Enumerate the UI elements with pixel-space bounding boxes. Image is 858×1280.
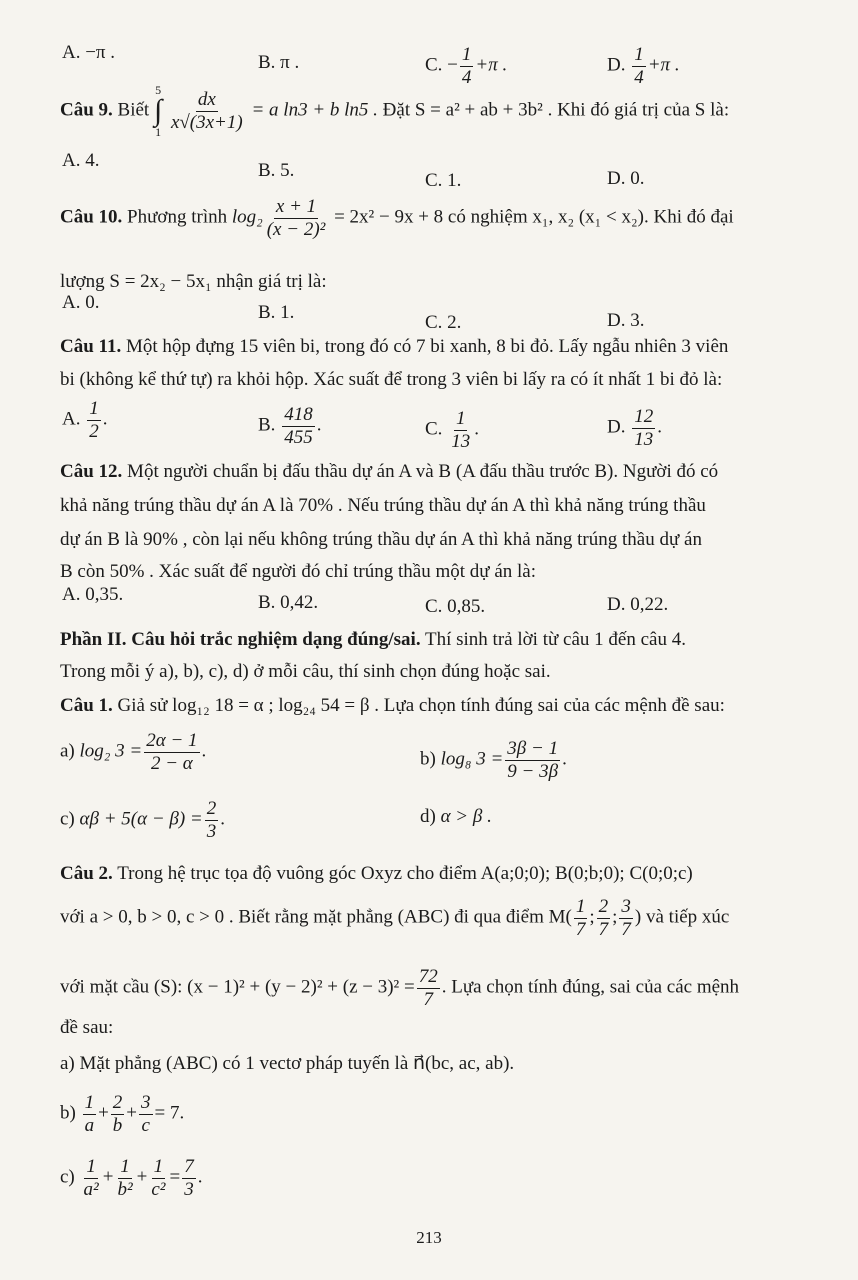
q11-d-den: 13 [634,428,654,450]
q10-option-c: C. 2. [425,312,462,333]
q11-b-num: 418 [284,404,313,425]
q8-option-c [425,44,507,89]
integral-sign-icon: ∫ [153,94,163,127]
q11-text1: Một hộp đựng 15 viên bi, trong đó có 7 bi xanh, 8 bi đỏ. Lấy ngẫu nhiên 3 viên [126,336,729,357]
c-term1-num: 1 [86,1156,96,1177]
p2q1-a-label: a) [60,740,75,762]
q8-d-den: 4 [634,66,644,88]
q10-lead: Phương trình [127,206,228,228]
p2q1-c-num: 2 [206,798,217,819]
q9-lead: Biết [117,99,150,121]
q11-b-den: 455 [284,426,313,448]
q10-option-b: B. 1. [258,302,295,323]
q8-option-b: B. π . [258,52,300,73]
q9-label: Câu 9. [60,99,113,121]
p2q1-b-tail: . [562,748,567,770]
p2q2-line2: với a > 0, b > 0, c > 0 . Biết rằng mặt phẳng (ABC) đi qua điểm M( $\frac{1}{7}$ ; $\frac{2}{7}$ ; $\frac{3}{7}$ ) và tiếp xúc [60,896,730,940]
q11-c-num: 1 [455,408,466,429]
q11-line2: bi (không kể thứ tự) ra khỏi hộp. Xác suất để trong 3 viên bi lấy ra có ít nhất 1 bi đỏ là: [60,369,723,390]
q10-line2: lượng S = 2x₂ − 5x₁ nhận giá trị là: [60,271,327,292]
m3-num: 3 [621,896,631,917]
p2q2-line1 [60,862,693,886]
q8-d-tail: +π . [647,54,680,76]
p2q1-b-den: 9 − 3β [507,760,559,782]
q12-line2: khả năng trúng thầu dự án A là 70% . Nếu trúng thầu dự án A thì khả năng trúng thầu [60,495,706,516]
q9-option-a: A. 4. [62,150,100,171]
p2q1-statement-c [60,798,225,843]
q12-line4: B còn 50% . Xác suất để người đó chỉ trúng thầu một dự án là: [60,561,536,582]
p2q1-statement-d [420,806,492,828]
q10-frac-num: x + 1 [275,196,317,217]
q8-c-den: 4 [461,66,472,88]
p2q1-stem [60,694,725,718]
q12-option-d: D. 0,22. [607,594,669,615]
q9-option-b: B. 5. [258,160,295,181]
p2q1-d-label: d) [420,806,436,827]
q9-frac-den: x√(3x+1) [170,111,243,133]
p2q2-b-tail: = 7. [154,1102,185,1124]
q11-option-d: D. $\frac{12}{13}$ . [607,406,662,450]
q11-option-c: C. $\frac{1}{13}$ . [425,408,479,452]
q11-option-b: B. $\frac{418}{455}$ . [258,404,322,448]
q9-stem [60,84,729,138]
p2q1-statement-b [420,738,567,783]
p2q1-a-den: 2 − α [150,752,193,774]
p2q2-line4: đề sau: [60,1017,114,1038]
q8-option-a: A. −π . [62,42,116,63]
p2q2-statement-b: b) $\frac{1}{a}$ + $\frac{2}{b}$ + $\frac{3}{c}$ = 7. [60,1092,185,1136]
q8-c-tail: +π . [475,54,508,76]
q11-label: Câu 11. [60,336,122,357]
p2q1-a-lhs: log₂ 3 = [79,740,143,762]
p2q2-statement-c: c) $\frac{1}{\text{a²}}$ + $\frac{1}{\text{b²}}$ + $\frac{1}{\text{c²}}$ = $\frac{7}{3}$ . [60,1156,203,1200]
q8-option-d-label: D. [607,54,626,76]
q11-a-den: 2 [89,420,99,442]
q11-c-label: C. [425,418,443,440]
q11-a-num: 1 [89,398,99,419]
q12-option-a: A. 0,35. [62,584,124,605]
c-term3-den: c² [151,1178,166,1200]
c-term2-den: b² [117,1178,133,1200]
p2q1-c-tail: . [220,808,226,830]
s-den: 7 [423,988,433,1010]
m3-den: 7 [621,918,631,940]
p2q2-line2-lead: với a > 0, b > 0, c > 0 . Biết rằng mặt phẳng (ABC) đi qua điểm M( [60,906,572,928]
q11-c-den: 13 [451,430,471,452]
b-term1-den: a [84,1114,95,1136]
integral-upper: 5 [155,83,162,97]
q8-option-d [607,44,680,89]
p2q1-b-lhs: log₈ 3 = [440,748,504,770]
c-term1-den: a² [83,1178,99,1200]
q11-d-num: 12 [634,406,654,427]
q12-line1 [60,460,718,484]
q10-option-d: D. 3. [607,310,645,331]
q10-stem [60,196,734,241]
q12-text1: Một người chuẩn bị đấu thầu dự án A và B (A đấu thầu trước B). Người đó có [127,461,719,482]
p2q1-c-lhs: αβ + 5(α − β) = [79,808,203,830]
q8-d-num: 1 [634,44,644,65]
b-term2-den: b [112,1114,123,1136]
q10-frac-den: (x − 2)² [266,218,326,240]
p2q2-line2-tail: ) và tiếp xúc [634,906,730,928]
b-term1-num: 1 [84,1092,95,1113]
p2q2-c-tail: . [197,1166,203,1188]
p2q2-b-label: b) [60,1102,76,1124]
q12-line3: dự án B là 90% , còn lại nếu không trúng thầu dự án A thì khả năng trúng thầu dự án [60,529,702,550]
q8-c-num: 1 [461,44,472,65]
part2-title: Phần II. Câu hỏi trắc nghiệm dạng đúng/sai. [60,629,421,650]
p2q1-label: Câu 1. [60,695,113,716]
p2q1-b-label: b) [420,748,436,770]
p2q1-a-tail: . [201,740,207,762]
q9-option-c: C. 1. [425,170,462,191]
p2q2-c-label: c) [60,1166,75,1188]
p2q1-a-num: 2α − 1 [146,730,198,751]
m1-den: 7 [575,918,586,940]
q11-option-a: A. $\frac{1}{2}$ . [62,398,108,442]
q12-option-c: C. 0,85. [425,596,486,617]
m1-num: 1 [575,896,586,917]
b-term3-den: c [141,1114,150,1136]
q12-label: Câu 12. [60,461,123,482]
p2q2-line3-tail: . Lựa chọn tính đúng, sai của các mệnh [441,976,740,998]
c-rhs-num: 7 [184,1156,194,1177]
p2q1-statement-a [60,730,206,775]
p2q1-b-num: 3β − 1 [507,738,559,759]
integral-lower: 1 [155,125,162,139]
q11-d-label: D. [607,416,626,438]
part2-heading [60,628,686,652]
p2q2-text1: Trong hệ trục tọa độ vuông góc Oxyz cho điểm A(a;0;0); B(0;b;0); C(0;0;c) [117,863,693,884]
q11-a-label: A. [62,408,81,430]
q9-frac-num: dx [197,88,216,110]
m2-num: 2 [598,896,609,917]
page-number: 213 [416,1228,442,1247]
c-term2-num: 1 [120,1156,130,1177]
p2q2-statement-a: a) Mặt phẳng (ABC) có 1 vectơ pháp tuyến là n⃗(bc, ac, ab). [60,1053,515,1074]
p2q2-label: Câu 2. [60,863,113,884]
b-term2-num: 2 [112,1092,123,1113]
m2-den: 7 [598,918,609,940]
c-rhs-den: 3 [184,1178,194,1200]
p2q2-line3-lead: với mặt cầu (S): (x − 1)² + (y − 2)² + (z − 3)² = [60,976,415,998]
q10-label: Câu 10. [60,206,123,228]
q11-line1 [60,335,728,359]
p2q2-line3 [60,966,739,1011]
p2q1-c-den: 3 [206,820,217,842]
q9-rhs: = a ln3 + b ln5 . [251,99,378,121]
p2q1-c-label: c) [60,808,75,830]
b-term3-num: 3 [141,1092,151,1113]
q12-option-b: B. 0,42. [258,592,319,613]
q9-tail: Đặt S = a² + ab + 3b² . Khi đó giá trị của S là: [382,99,730,121]
c-term3-num: 1 [153,1156,164,1177]
q11-b-label: B. [258,414,276,436]
part2-instruction: Trong mỗi ý a), b), c), d) ở mỗi câu, thí sinh chọn đúng hoặc sai. [60,661,551,682]
q8-option-c-label: C. − [425,54,458,76]
p2q1-d-text: α > β . [440,806,492,827]
part2-title-tail: Thí sinh trả lời từ câu 1 đến câu 4. [425,629,686,650]
p2q1-text: Giả sử log₁₂ 18 = α ; log₂₄ 54 = β . Lựa chọn tính đúng sai của các mệnh đề sau: [117,695,725,716]
q10-rhs: = 2x² − 9x + 8 có nghiệm x₁, x₂ (x₁ < x₂). Khi đó đại [334,206,734,228]
q10-log: log₂ [231,206,263,228]
q9-option-d: D. 0. [607,168,645,189]
q10-option-a: A. 0. [62,292,100,313]
integral-bounds [154,84,162,138]
s-num: 72 [418,966,438,987]
